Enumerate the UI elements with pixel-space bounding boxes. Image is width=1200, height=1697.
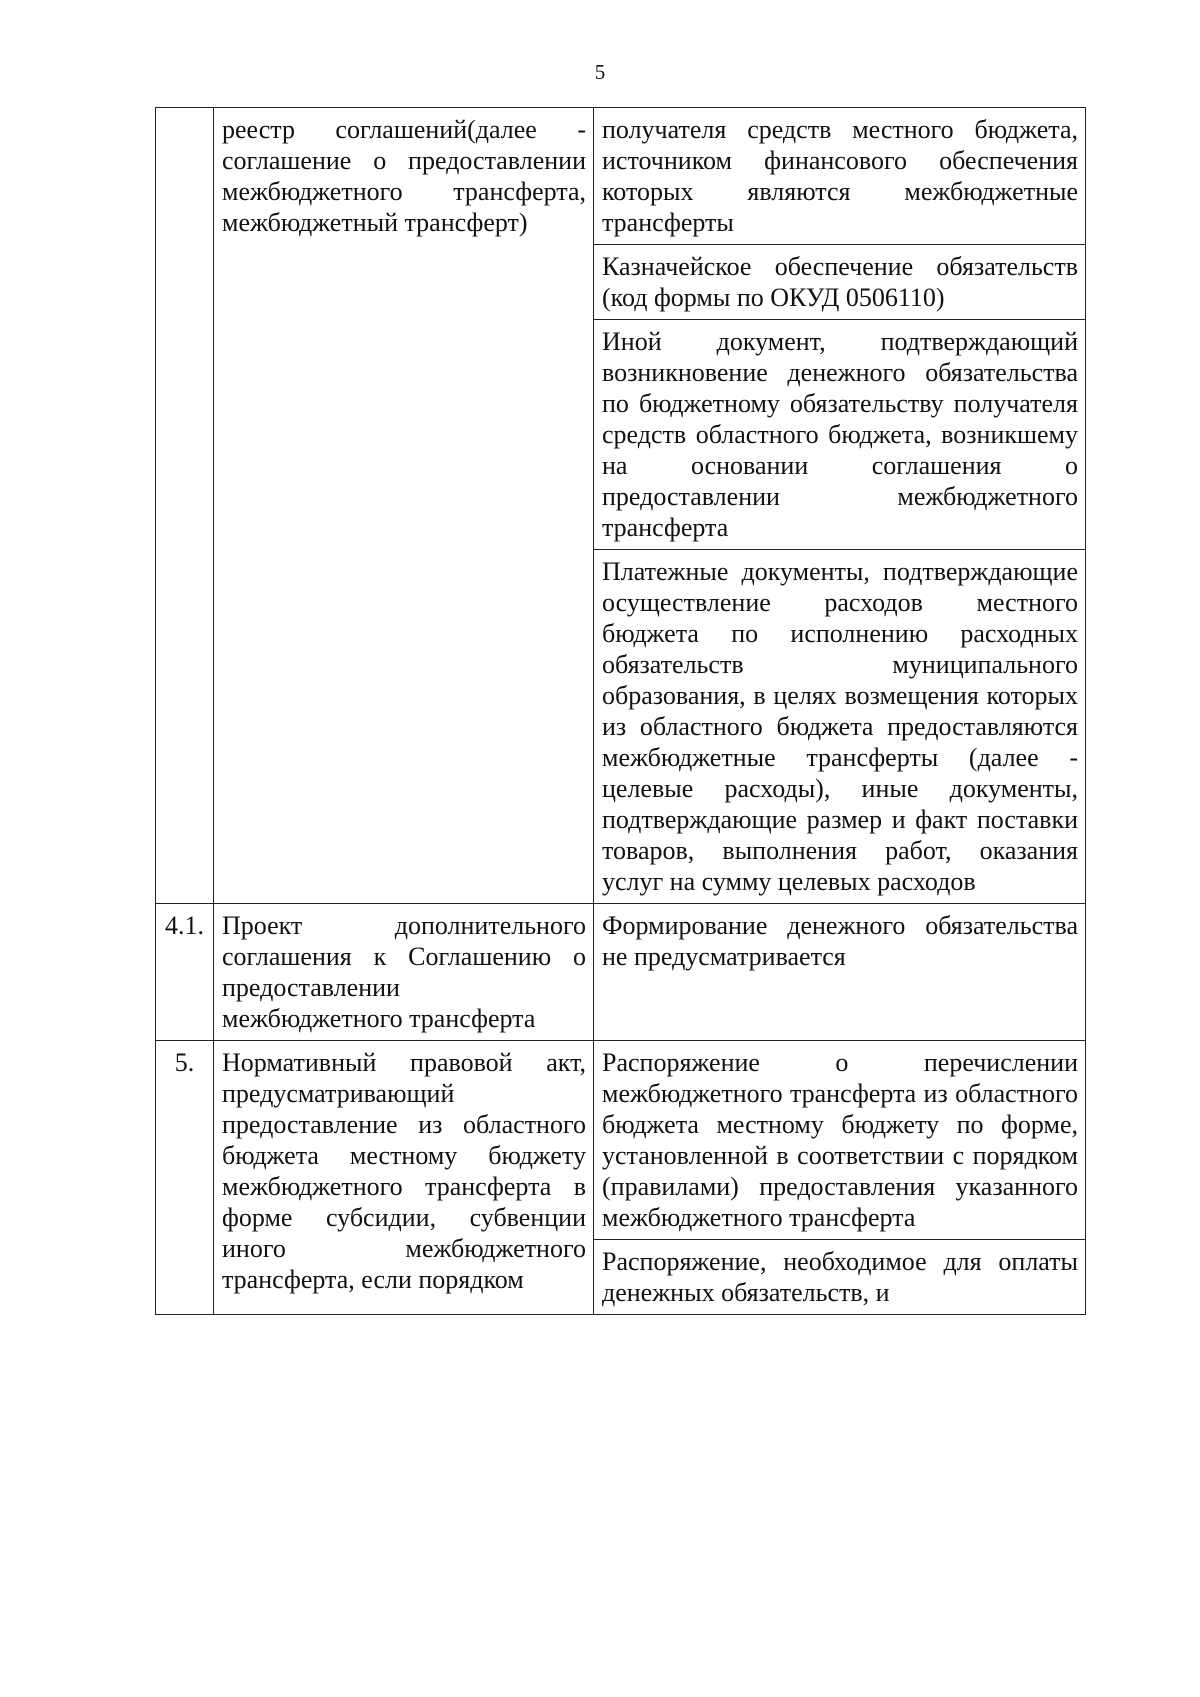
row-number-cell: 4.1. bbox=[156, 904, 214, 1041]
table-row bbox=[156, 1041, 1086, 1240]
obligation-cell: Формирование денежного обязательства не предусматривается bbox=[594, 904, 1086, 1041]
obligation-cell: Платежные документы, подтверждающие осуществление расходов местного бюджета по исполнению расходных обязательств муниципального образования, в целях возмещения которых из областного бюджета предоставляются межбюджетные трансферты (далее - целевые расходы), иные документы, подтверждающие размер и факт поставки товаров, выполнения работ, оказания услуг на сумму целевых расходов bbox=[594, 550, 1086, 904]
page-number: 5 bbox=[594, 60, 606, 84]
document-cell: реестр соглашений(далее - соглашение о предоставлении межбюджетного трансферта, межбюджетный трансферт) bbox=[214, 108, 594, 904]
document-cell: Проект дополнительного соглашения к Соглашению о предоставлении межбюджетного трансферта bbox=[214, 904, 594, 1041]
obligation-cell: Распоряжение, необходимое для оплаты денежных обязательств, и bbox=[594, 1240, 1086, 1315]
table-row bbox=[156, 904, 1086, 1041]
obligation-cell: Казначейское обеспечение обязательств (код формы по ОКУД 0506110) bbox=[594, 245, 1086, 320]
table-row bbox=[156, 108, 1086, 245]
obligation-cell: Распоряжение о перечислении межбюджетного трансферта из областного бюджета местному бюджету по форме, установленной в соответствии с порядком (правилами) предоставления указанного межбюджетного трансферта bbox=[594, 1041, 1086, 1240]
row-number-cell bbox=[156, 108, 214, 904]
document-cell: Нормативный правовой акт, предусматривающий предоставление из областного бюджета местному бюджету межбюджетного трансферта в форме субсидии, субвенции иного межбюджетного трансферта, если порядком bbox=[214, 1041, 594, 1315]
obligation-cell: Иной документ, подтверждающий возникновение денежного обязательства по бюджетному обязательству получателя средств областного бюджета, возникшему на основании соглашения о предоставлении межбюджетного трансферта bbox=[594, 320, 1086, 550]
row-number-cell: 5. bbox=[156, 1041, 214, 1315]
obligation-cell: получателя средств местного бюджета, источником финансового обеспечения которых являются межбюджетные трансферты bbox=[594, 108, 1086, 245]
document-table bbox=[155, 107, 1086, 1315]
